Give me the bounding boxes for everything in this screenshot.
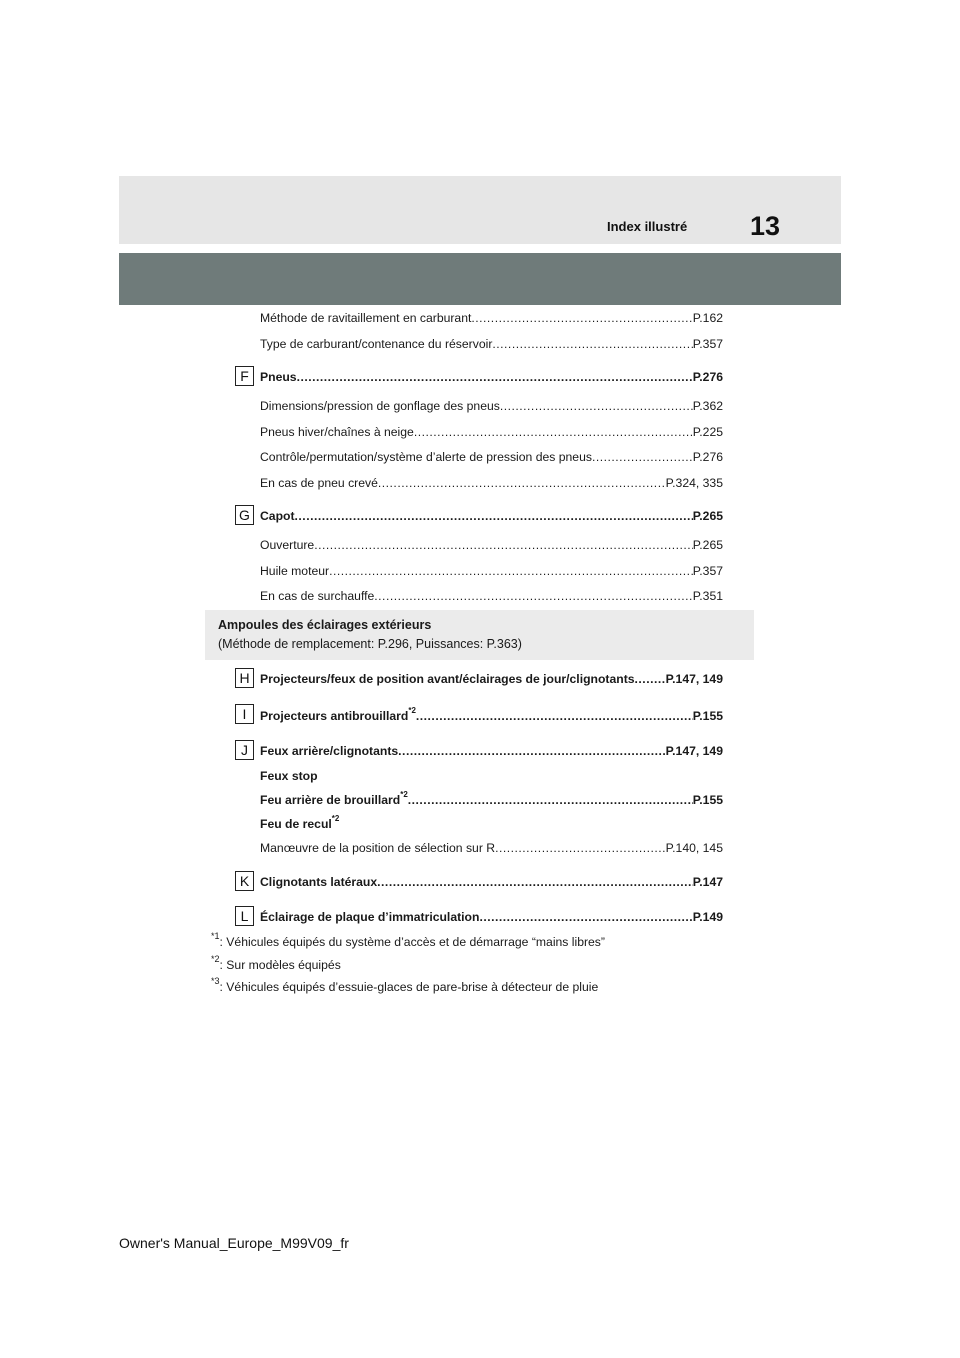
bulbs-info-box	[205, 610, 754, 660]
entry-label: Pneus	[260, 370, 297, 384]
footnote-mark: *2	[211, 953, 220, 964]
footnote-text: : Sur modèles équipés	[219, 958, 341, 972]
index-entry-pneus[interactable]	[260, 367, 723, 387]
footnote-mark: *3	[211, 975, 220, 986]
leader-dots	[314, 535, 693, 555]
index-entry[interactable]	[260, 308, 723, 328]
callout-letter-g: G	[235, 505, 254, 525]
footnote	[211, 975, 599, 996]
index-entry[interactable]	[260, 447, 723, 467]
index-entry[interactable]	[260, 396, 723, 416]
entry-label: Contrôle/permutation/système d’alerte de pression des pneus	[260, 450, 592, 464]
page-number: 13	[749, 211, 781, 241]
entry-page-ref: P.357	[692, 564, 723, 578]
leader-dots	[378, 473, 666, 493]
leader-dots	[492, 334, 692, 354]
entry-page-ref: P.357	[692, 337, 723, 351]
footnote-mark: *2	[331, 813, 340, 823]
leader-dots	[500, 396, 693, 416]
index-entry-projecteurs[interactable]	[260, 669, 723, 689]
entry-page-ref: P.324, 335	[665, 476, 723, 490]
callout-letter-l: L	[235, 906, 254, 926]
entry-label: Projecteurs/feux de position avant/éclairages de jour/clignotants	[260, 672, 635, 686]
footnote-text: : Véhicules équipés d’essuie-glaces de pare-brise à détecteur de pluie	[219, 980, 599, 994]
header-band	[119, 176, 841, 244]
footnote-mark: *1	[211, 930, 220, 941]
index-entry-capot[interactable]	[260, 506, 723, 526]
entry-label: Feux arrière/clignotants	[260, 744, 399, 758]
index-entry[interactable]	[260, 561, 723, 581]
entry-label: Manœuvre de la position de sélection sur R	[260, 841, 496, 855]
entry-label: Huile moteur	[260, 564, 330, 578]
footnote-mark: *2	[400, 789, 408, 799]
index-entry-feu-brouillard-arriere[interactable]	[260, 790, 723, 810]
entry-label: Éclairage de plaque d’immatriculation	[260, 910, 480, 924]
index-entry[interactable]	[260, 838, 723, 858]
bulbs-box-subtitle: (Méthode de remplacement: P.296, Puissances: P.363)	[218, 637, 522, 651]
entry-label: Clignotants latéraux	[260, 875, 378, 889]
index-entry-plaque[interactable]	[260, 907, 723, 927]
entry-page-ref: P.265	[692, 538, 723, 552]
entry-label: Pneus hiver/chaînes à neige	[260, 425, 414, 439]
leader-dots	[635, 669, 666, 689]
entry-label	[260, 790, 408, 810]
entry-label	[260, 706, 416, 726]
entry-label: Capot	[260, 509, 295, 523]
entry-page-ref: P.276	[692, 450, 723, 464]
footnote-text: : Véhicules équipés du système d’accès et de démarrage “mains libres”	[219, 935, 605, 949]
footnote	[211, 953, 341, 974]
entry-page-ref: P.149	[692, 910, 723, 924]
leader-dots	[416, 706, 693, 726]
entry-label: Ouverture	[260, 538, 315, 552]
leader-dots	[295, 506, 693, 526]
entry-page-ref: P.155	[692, 793, 723, 807]
manual-footer: Owner's Manual_Europe_M99V09_fr	[119, 1235, 349, 1251]
entry-page-ref: P.265	[692, 509, 723, 523]
footnote	[211, 930, 605, 951]
leader-dots	[297, 367, 693, 387]
leader-dots	[374, 586, 692, 606]
entry-label-text: Projecteurs antibrouillard	[260, 709, 409, 723]
callout-letter-k: K	[235, 871, 254, 891]
entry-label: En cas de surchauffe	[260, 589, 375, 603]
entry-label-text: Feu arrière de brouillard	[260, 793, 401, 807]
index-entry-clignotants-lateraux[interactable]	[260, 872, 723, 892]
entry-label: Dimensions/pression de gonflage des pneus	[260, 399, 500, 413]
entry-page-ref: P.362	[692, 399, 723, 413]
leader-dots	[414, 422, 693, 442]
entry-label: Type de carburant/contenance du réservoir	[260, 337, 493, 351]
entry-page-ref: P.147, 149	[665, 744, 723, 758]
entry-page-ref: P.155	[692, 709, 723, 723]
index-entry[interactable]	[260, 422, 723, 442]
header-dark-band	[119, 253, 841, 305]
section-title: Index illustré	[607, 219, 688, 234]
entry-label-text: Feu de recul	[260, 817, 332, 831]
footnote-mark: *2	[408, 705, 416, 715]
entry-page-ref: P.225	[692, 425, 723, 439]
leader-dots	[377, 872, 693, 892]
leader-dots	[592, 447, 693, 467]
index-entry[interactable]	[260, 473, 723, 493]
index-entry[interactable]	[260, 334, 723, 354]
entry-page-ref: P.147	[692, 875, 723, 889]
entry-page-ref: P.276	[692, 370, 723, 384]
callout-letter-j: J	[235, 740, 254, 760]
index-entry-feux-stop[interactable]: Feux stop	[260, 769, 318, 783]
index-entry[interactable]	[260, 535, 723, 555]
leader-dots	[408, 790, 693, 810]
index-entry-feu-recul[interactable]	[260, 814, 339, 834]
index-entry-antibrouillard[interactable]	[260, 706, 723, 726]
entry-page-ref: P.140, 145	[665, 841, 723, 855]
index-entry[interactable]	[260, 586, 723, 606]
entry-page-ref: P.147, 149	[665, 672, 723, 686]
entry-page-ref: P.162	[692, 311, 723, 325]
bulbs-box-title: Ampoules des éclairages extérieurs	[218, 618, 432, 632]
leader-dots	[495, 838, 666, 858]
leader-dots	[329, 561, 693, 581]
leader-dots	[398, 741, 665, 761]
callout-letter-f: F	[235, 366, 254, 386]
leader-dots	[479, 907, 692, 927]
callout-letter-h: H	[235, 668, 254, 688]
index-entry-feux-arriere[interactable]	[260, 741, 723, 761]
entry-page-ref: P.351	[692, 589, 723, 603]
entry-label: En cas de pneu crevé	[260, 476, 378, 490]
entry-label: Méthode de ravitaillement en carburant	[260, 311, 472, 325]
leader-dots	[471, 308, 692, 328]
callout-letter-i: I	[235, 704, 254, 724]
